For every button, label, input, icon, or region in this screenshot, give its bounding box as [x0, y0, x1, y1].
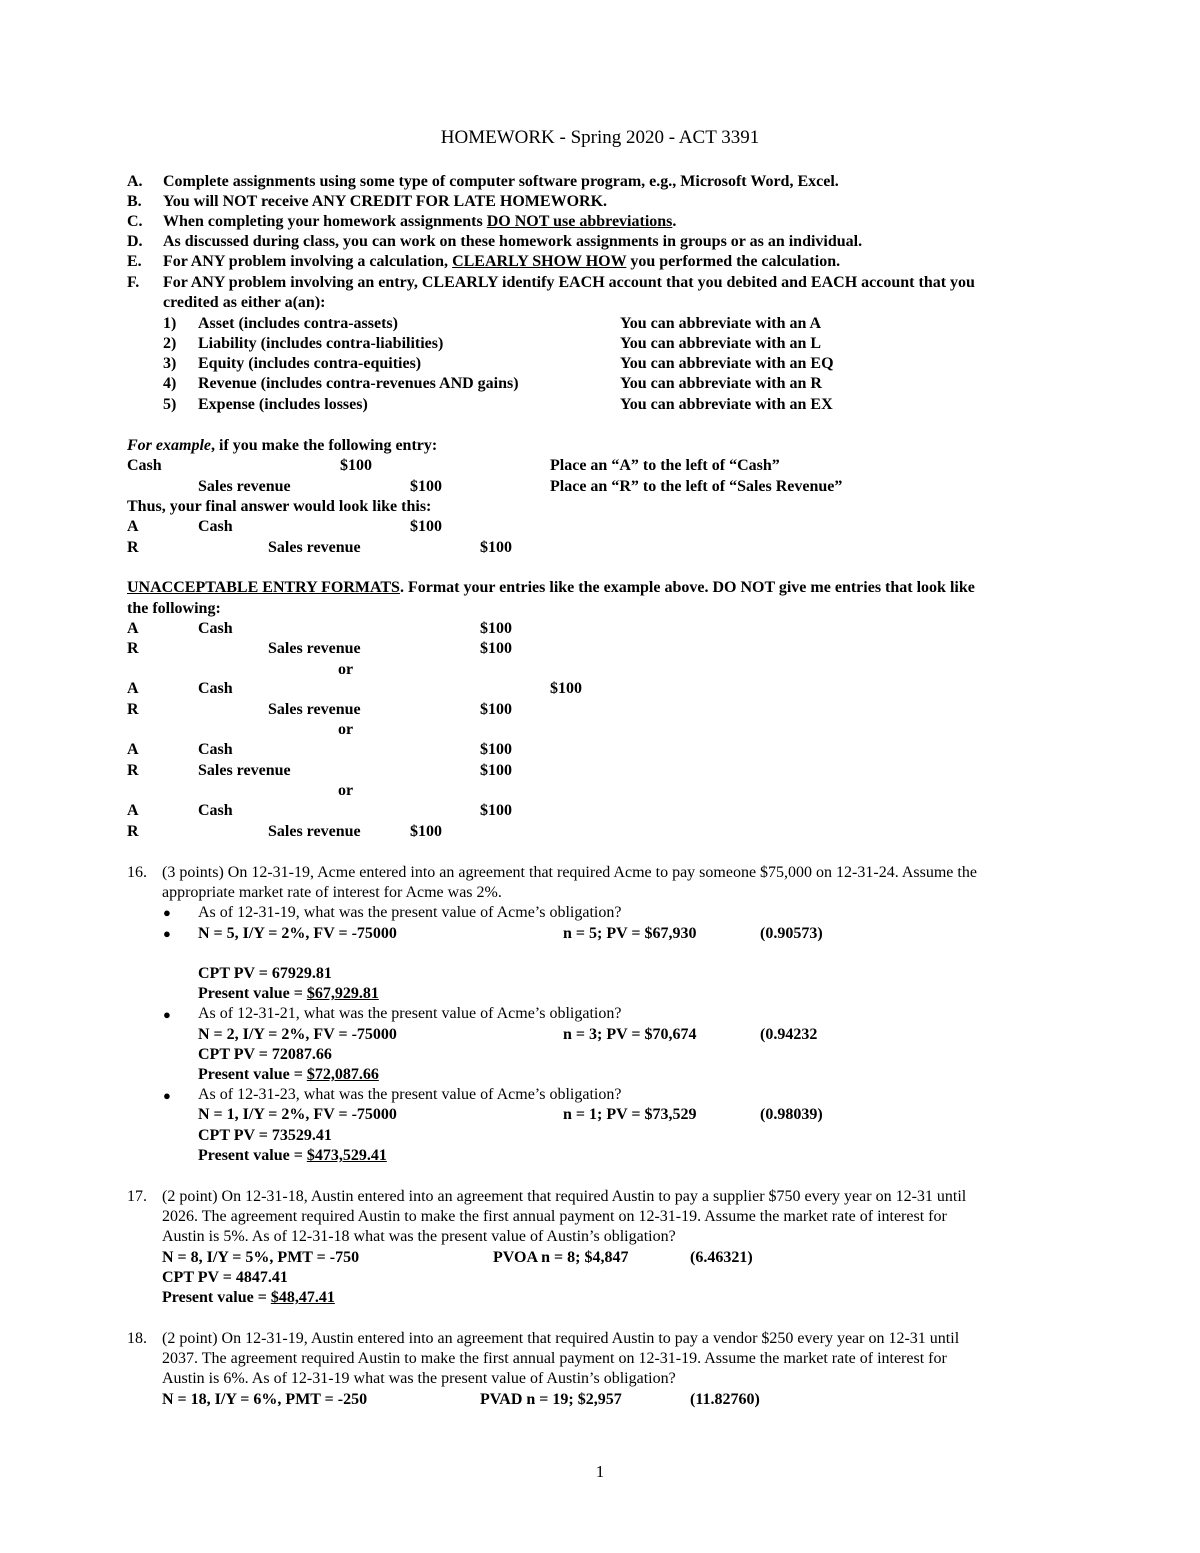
example-amount: $100 [340, 457, 372, 474]
unacceptable-heading-cont: the following: [127, 600, 221, 617]
problem-text: Austin is 6%. As of 12-31-19 what was the present value of Austin’s obligation? [162, 1370, 676, 1387]
entry-code: R [127, 640, 139, 657]
entry-account: Sales revenue [198, 762, 291, 779]
calc-inputs: N = 8, I/Y = 5%, PMT = -750 [162, 1249, 360, 1266]
entry-code: A [127, 802, 139, 819]
account-type-name: Equity (includes contra-equities) [198, 355, 422, 372]
calc-cpt: CPT PV = 67929.81 [198, 965, 332, 982]
calc-inputs: N = 18, I/Y = 6%, PMT = -250 [162, 1391, 368, 1408]
instruction-text: For ANY problem involving a calculation, CLEARLY SHOW HOW you performed the calculation. [163, 253, 841, 270]
account-type-abbr: You can abbreviate with an EX [620, 396, 833, 413]
account-type-abbr: You can abbreviate with an R [620, 375, 822, 392]
entry-account: Cash [198, 802, 233, 819]
bullet-icon: ● [163, 1088, 171, 1103]
example-intro: For example, if you make the following entry: [127, 437, 438, 454]
problem-text: appropriate market rate of interest for Acme was 2%. [162, 884, 502, 901]
example-amount: $100 [410, 478, 442, 495]
example-note: Place an “R” to the left of “Sales Revenue” [550, 478, 843, 495]
account-type-abbr: You can abbreviate with an L [620, 335, 822, 352]
present-value: Present value = $72,087.66 [198, 1066, 379, 1083]
entry-amount: $100 [480, 762, 512, 779]
entry-code: A [127, 518, 139, 535]
instruction-text: When completing your homework assignments DO NOT use abbreviations. [163, 213, 677, 230]
page-title: HOMEWORK - Spring 2020 - ACT 3391 [440, 127, 760, 148]
question-text: As of 12-31-23, what was the present value of Acme’s obligation? [198, 1086, 622, 1103]
example-account: Sales revenue [198, 478, 291, 495]
entry-account: Cash [198, 620, 233, 637]
entry-account: Cash [198, 518, 233, 535]
entry-account: Sales revenue [268, 539, 361, 556]
entry-code: R [127, 823, 139, 840]
instruction-letter: D. [127, 233, 143, 250]
calc-cpt: CPT PV = 72087.66 [198, 1046, 332, 1063]
entry-amount: $100 [480, 620, 512, 637]
calc-table-value: PVOA n = 8; $4,847 [493, 1249, 629, 1266]
calc-inputs: N = 2, I/Y = 2%, FV = -75000 [198, 1026, 397, 1043]
instruction-text: Complete assignments using some type of computer software program, e.g., Microsoft Word, Excel. [163, 173, 839, 190]
account-type-name: Liability (includes contra-liabilities) [198, 335, 444, 352]
or-separator: or [338, 661, 354, 678]
calc-inputs: N = 5, I/Y = 2%, FV = -75000 [198, 925, 397, 942]
entry-account: Sales revenue [268, 640, 361, 657]
calc-inputs: N = 1, I/Y = 2%, FV = -75000 [198, 1106, 397, 1123]
account-type-abbr: You can abbreviate with an A [620, 315, 822, 332]
or-separator: or [338, 782, 354, 799]
problem-number: 17. [127, 1188, 147, 1205]
instruction-letter: F. [127, 274, 140, 291]
entry-code: A [127, 680, 139, 697]
problem-text: Austin is 5%. As of 12-31-18 what was the present value of Austin’s obligation? [162, 1228, 676, 1245]
instruction-text: credited as either a(an): [163, 294, 326, 311]
calc-factor: (0.98039) [760, 1106, 823, 1123]
account-type-num: 3) [163, 355, 177, 372]
calc-factor: (0.94232 [760, 1026, 818, 1043]
entry-code: R [127, 701, 139, 718]
entry-amount: $100 [480, 539, 512, 556]
instruction-text: For ANY problem involving an entry, CLEARLY identify EACH account that you debited and EACH account that you [163, 274, 975, 291]
present-value: Present value = $67,929.81 [198, 985, 379, 1002]
calc-table-value: n = 5; PV = $67,930 [563, 925, 697, 942]
calc-factor: (6.46321) [690, 1249, 753, 1266]
entry-account: Sales revenue [268, 701, 361, 718]
unacceptable-heading: UNACCEPTABLE ENTRY FORMATS. Format your entries like the example above. DO NOT give me entries that look like [127, 579, 975, 596]
account-type-name: Expense (includes losses) [198, 396, 368, 413]
entry-amount: $100 [480, 640, 512, 657]
calc-factor: (11.82760) [690, 1391, 760, 1408]
problem-text: (2 point) On 12-31-19, Austin entered into an agreement that required Austin to pay a vendor $250 every year on 12-31 until [162, 1330, 960, 1347]
entry-code: R [127, 762, 139, 779]
account-type-abbr: You can abbreviate with an EQ [620, 355, 834, 372]
example-thus: Thus, your final answer would look like this: [127, 498, 432, 515]
instruction-text: As discussed during class, you can work on these homework assignments in groups or as an individual. [163, 233, 863, 250]
account-type-num: 5) [163, 396, 177, 413]
problem-number: 18. [127, 1330, 147, 1347]
problem-text: 2037. The agreement required Austin to make the first annual payment on 12-31-19. Assume the market rate of interest for [162, 1350, 947, 1367]
instruction-text: You will NOT receive ANY CREDIT FOR LATE HOMEWORK. [163, 193, 608, 210]
entry-amount: $100 [480, 802, 512, 819]
present-value: Present value = $48,47.41 [162, 1289, 335, 1306]
entry-code: A [127, 620, 139, 637]
entry-account: Cash [198, 741, 233, 758]
calc-cpt: CPT PV = 4847.41 [162, 1269, 288, 1286]
problem-text: (3 points) On 12-31-19, Acme entered into an agreement that required Acme to pay someone $75,000 on 12-31-24. Assume the [162, 864, 977, 881]
problem-number: 16. [127, 864, 147, 881]
problem-text: 2026. The agreement required Austin to make the first annual payment on 12-31-19. Assume the market rate of interest for [162, 1208, 947, 1225]
problem-text: (2 point) On 12-31-18, Austin entered into an agreement that required Austin to pay a supplier $750 every year on 12-31 until [162, 1188, 967, 1205]
bullet-icon: ● [163, 1007, 171, 1022]
bullet-icon: ● [163, 926, 171, 941]
entry-amount: $100 [410, 823, 442, 840]
instruction-letter: C. [127, 213, 143, 230]
question-text: As of 12-31-19, what was the present value of Acme’s obligation? [198, 904, 622, 921]
calc-cpt: CPT PV = 73529.41 [198, 1127, 332, 1144]
calc-table-value: n = 1; PV = $73,529 [563, 1106, 697, 1123]
entry-code: R [127, 539, 139, 556]
entry-amount: $100 [550, 680, 582, 697]
question-text: As of 12-31-21, what was the present value of Acme’s obligation? [198, 1005, 622, 1022]
calc-table-value: n = 3; PV = $70,674 [563, 1026, 697, 1043]
calc-table-value: PVAD n = 19; $2,957 [480, 1391, 622, 1408]
account-type-num: 4) [163, 375, 177, 392]
entry-account: Sales revenue [268, 823, 361, 840]
instruction-letter: B. [127, 193, 142, 210]
instruction-letter: E. [127, 253, 142, 270]
entry-amount: $100 [410, 518, 442, 535]
account-type-name: Asset (includes contra-assets) [198, 315, 398, 332]
or-separator: or [338, 721, 354, 738]
present-value: Present value = $473,529.41 [198, 1147, 387, 1164]
instruction-letter: A. [127, 173, 143, 190]
entry-amount: $100 [480, 701, 512, 718]
entry-account: Cash [198, 680, 233, 697]
calc-factor: (0.90573) [760, 925, 823, 942]
page-number: 1 [595, 1462, 605, 1481]
example-note: Place an “A” to the left of “Cash” [550, 457, 780, 474]
bullet-icon: ● [163, 905, 171, 920]
example-account: Cash [127, 457, 162, 474]
account-type-num: 2) [163, 335, 177, 352]
entry-code: A [127, 741, 139, 758]
entry-amount: $100 [480, 741, 512, 758]
account-type-num: 1) [163, 315, 177, 332]
account-type-name: Revenue (includes contra-revenues AND gains) [198, 375, 519, 392]
